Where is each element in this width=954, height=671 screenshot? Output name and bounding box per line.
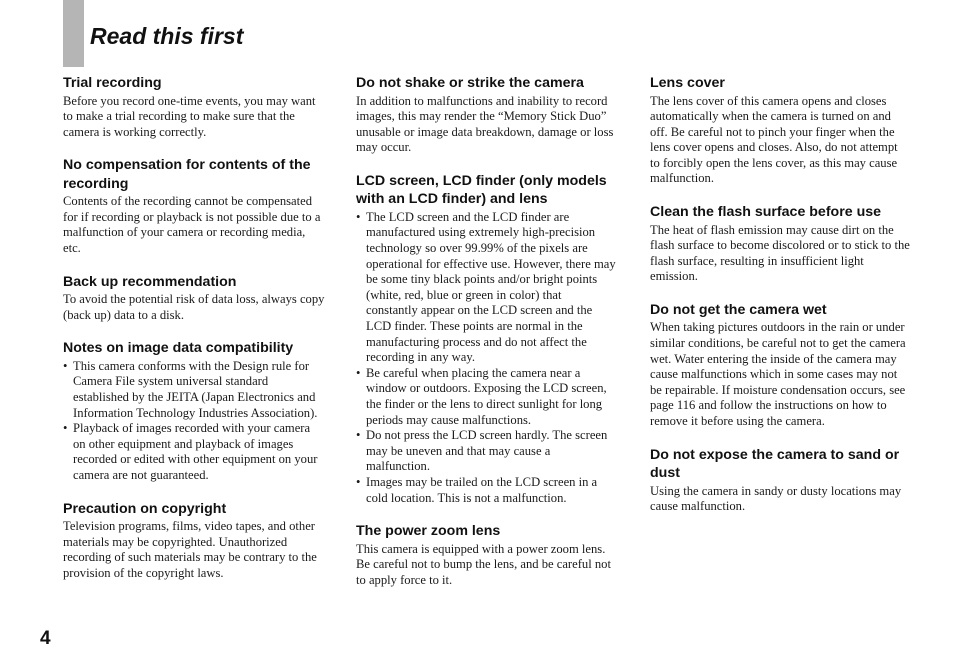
bullet-item: • Be careful when placing the camera near a window or outdoors. Exposing the LCD screen, the finder or the lens to direct sunlight for long periods may cause malfunctions. [356,366,616,428]
section-heading: Do not shake or strike the camera [356,75,584,91]
section-heading: Clean the flash surface before use [650,204,882,221]
section-text: Before you record one-time events, you may want to make a trial recording to make sure that the camera is working correctly. [63,93,316,139]
page-number: 4 [40,628,51,649]
section-text: The lens cover of this camera opens and closes automatically when the camera is turned on and off. Be careful not to pinch your finger when the lens cover opens and closes. Also, do not attempt to forcibly open the lens cover, as this may cause malfunction. [650,93,898,186]
section-lens-cover [650,74,910,187]
section-heading: The power zoom lens [356,523,501,540]
section-flash-surface [650,203,910,285]
section-heading: Back up recommendation [63,273,237,290]
bullet-item: • Do not press the LCD screen hardly. The screen may be uneven and that may cause a malfunction. [356,428,616,475]
section-image-compatibility [63,339,325,483]
section-heading: Do not get the camera wet [650,301,827,318]
section-heading: Trial recording [63,75,162,91]
bullet-item: • The LCD screen and the LCD finder are manufactured using extremely high-precision technology so over 99.99% of the pixels are operational for effective use. However, there may be some tiny black points and/or bright points (white, red, blue or green in color) that constantly appear on the LCD screen and the LCD finder. These points are normal in the manufacturing process and do not affect the recording in any way. [356,210,616,366]
section-back-up [63,273,325,324]
section-copyright [63,500,325,582]
bullet-list [356,210,616,506]
section-text: To avoid the potential risk of data loss, always copy (back up) data to a disk. [63,292,325,322]
section-text: In addition to malfunctions and inability to record images, this may render the “Memory Stick Duo” unusable or image data breakdown, damage or loss may occur. [356,93,614,155]
section-trial-recording [63,74,325,140]
bullet-item: • Playback of images recorded with your camera on other equipment and playback of images recorded or edited with other equipment on your camera are not guaranteed. [63,421,325,483]
section-text: Using the camera in sandy or dusty locations may cause malfunction. [650,483,902,514]
page-title: Read this first [90,23,244,49]
section-text: This camera is equipped with a power zoom lens. Be careful not to bump the lens, and be careful not to apply force to it. [356,541,611,587]
section-do-not-shake [356,74,616,156]
section-heading: LCD screen, LCD finder (only models with an LCD finder) and lens [356,172,607,208]
bullet-item: • This camera conforms with the Design rule for Camera File system universal standard established by the JEITA (Japan Electronics and Information Technology Industries Association). [63,359,325,421]
bullet-item: • Images may be trailed on the LCD screen in a cold location. This is not a malfunction. [356,475,616,506]
column-1 [63,74,325,597]
section-lcd-screen [356,172,616,506]
section-heading: Precaution on copyright [63,500,227,517]
bullet-list [63,359,325,484]
column-3 [650,74,910,531]
section-heading: Lens cover [650,75,725,91]
section-text: When taking pictures outdoors in the rain or under similar conditions, be careful not to get the camera wet. Water entering the inside of the camera may cause malfunctions which in some cases may not be repairable. If moisture condensation occurs, see page 116 and follow the instructions on how to remove it before using the camera. [650,320,906,428]
section-heading: Do not expose the camera to sand or dust [650,446,900,482]
section-text: The heat of flash emission may cause dirt on the flash surface to become discolored or to stick to the flash surface, resulting in insufficient light emission. [650,222,910,284]
section-heading: Notes on image data compatibility [63,340,294,357]
title-tab-marker [63,0,84,67]
section-heading: No compensation for contents of the recording [63,157,311,192]
section-text: Television programs, films, video tapes, and other materials may be copyrighted. Unauthorized recording of such materials may be contrary to the provision of the copyright laws. [63,519,317,580]
section-sand-dust [650,446,910,515]
section-power-zoom [356,522,616,588]
section-no-compensation [63,156,325,256]
column-2 [356,74,616,604]
section-text: Contents of the recording cannot be compensated for if recording or playback is not possible due to a malfunction of your camera or recording media, etc. [63,194,321,256]
section-camera-wet [650,301,910,430]
